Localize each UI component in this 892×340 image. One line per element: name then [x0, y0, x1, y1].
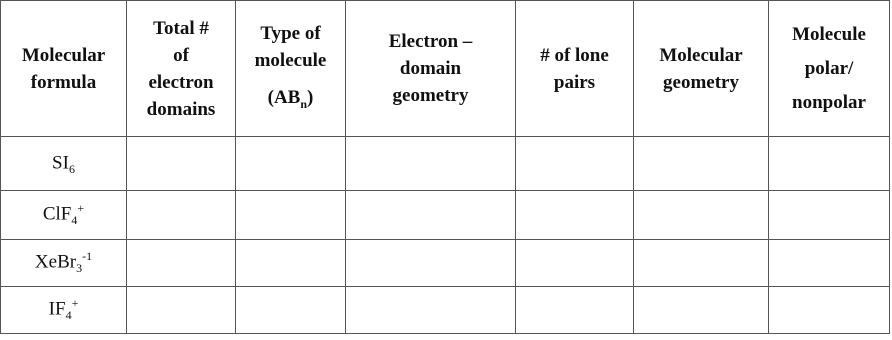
answer-cell-polarity[interactable] [769, 191, 890, 240]
header-line: domain [399, 58, 462, 79]
formula-cell: XeBr$_3^{-1}$ [1, 240, 127, 287]
answer-cell-electron-domains[interactable] [127, 240, 236, 287]
header-line: nonpolar [792, 91, 866, 113]
header-line: electron [148, 71, 214, 93]
header-line: of [173, 44, 189, 66]
header-line: Molecular [21, 44, 106, 66]
answer-cell-electron-domains[interactable] [127, 287, 236, 334]
answer-cell-electron-geometry[interactable] [346, 191, 516, 240]
header-line: Molecule [792, 23, 866, 45]
answer-cell-molecular-geometry[interactable] [634, 137, 769, 191]
answer-cell-electron-geometry[interactable] [346, 287, 516, 334]
header-electron-domain-geometry [346, 1, 516, 137]
header-line: # of lone [540, 44, 609, 66]
header-line: Total # [153, 17, 209, 39]
answer-cell-electron-geometry[interactable] [346, 240, 516, 287]
header-molecular-geometry [634, 1, 769, 137]
header-lone-pairs [516, 1, 634, 137]
header-line: geometry [392, 85, 469, 106]
header-notation: $(AB_n)$ [267, 86, 314, 111]
answer-cell-molecule-type[interactable] [236, 191, 346, 240]
header-molecular-formula [1, 1, 127, 137]
header-line: pairs [553, 71, 596, 93]
formula-cell: ClF$_4$+ [1, 191, 127, 240]
table-row [1, 191, 890, 240]
answer-cell-lone-pairs[interactable] [516, 287, 634, 334]
table-row [1, 240, 890, 287]
table-row [1, 287, 890, 334]
answer-cell-molecule-type[interactable] [236, 240, 346, 287]
header-line: Type of [260, 22, 321, 44]
header-line: Electron – [388, 31, 473, 52]
answer-cell-electron-domains[interactable] [127, 137, 236, 191]
header-type-of-molecule [236, 1, 346, 137]
formula-cell: $IF_4^+$ [1, 287, 127, 334]
answer-cell-molecular-geometry[interactable] [634, 240, 769, 287]
header-row [1, 1, 890, 137]
answer-cell-lone-pairs[interactable] [516, 240, 634, 287]
answer-cell-polarity[interactable] [769, 137, 890, 191]
header-line: polar/ [804, 57, 854, 79]
answer-cell-molecular-geometry[interactable] [634, 191, 769, 240]
table-row [1, 137, 890, 191]
answer-cell-polarity[interactable] [769, 287, 890, 334]
answer-cell-molecular-geometry[interactable] [634, 287, 769, 334]
answer-cell-electron-domains[interactable] [127, 191, 236, 240]
answer-cell-molecule-type[interactable] [236, 287, 346, 334]
header-total-electron-domains [127, 1, 236, 137]
formula-cell: $SI_6$ [1, 137, 127, 191]
header-line: geometry [663, 71, 739, 93]
header-line: molecule [254, 49, 327, 71]
answer-cell-polarity[interactable] [769, 240, 890, 287]
answer-cell-electron-geometry[interactable] [346, 137, 516, 191]
header-line: domains [146, 98, 216, 120]
header-polarity [769, 1, 890, 137]
answer-cell-molecule-type[interactable] [236, 137, 346, 191]
answer-cell-lone-pairs[interactable] [516, 137, 634, 191]
header-line: formula [30, 71, 97, 93]
answer-cell-lone-pairs[interactable] [516, 191, 634, 240]
header-line: Molecular [659, 44, 743, 66]
